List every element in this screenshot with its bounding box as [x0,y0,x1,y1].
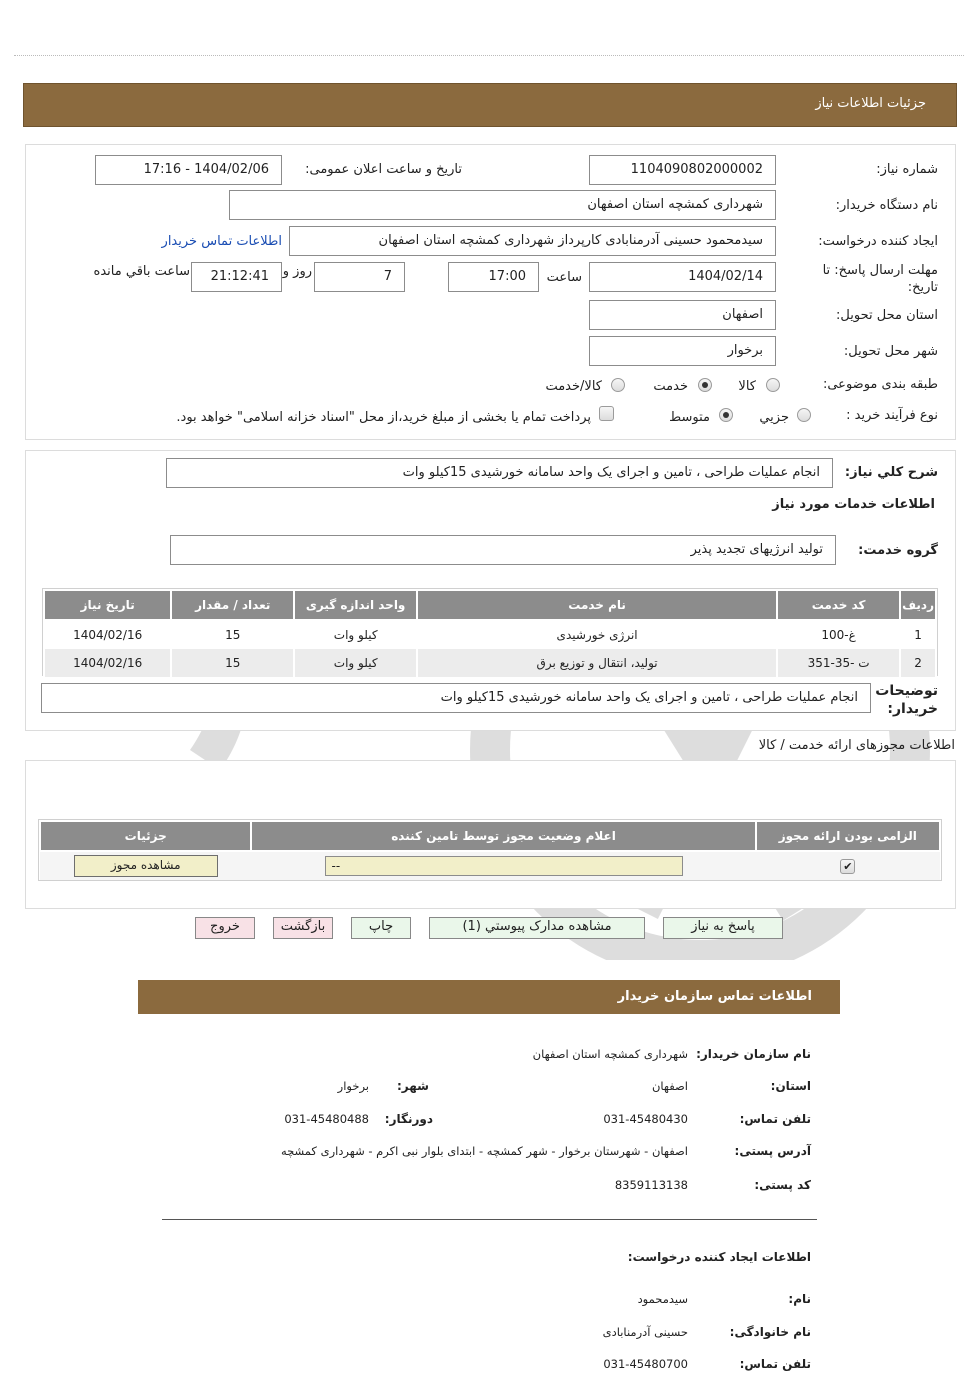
services-title: اطلاعات خدمات مورد نیاز [772,497,935,512]
need-number-field: 1104090802000002 [589,155,776,185]
services-table [43,589,937,677]
category-option-goods: کالا [738,379,756,394]
summary-label: شرح کلي نیاز: [844,465,938,480]
required-checkbox: ✔ [840,859,855,874]
services-table-frame [42,588,938,676]
cell-unit: کیلو وات [294,649,417,677]
cell-status [251,851,755,880]
permit-status-field[interactable]: -- [325,856,683,876]
print-button[interactable]: چاپ [351,917,411,939]
announce-field: 1404/02/06 - 17:16 [95,155,282,185]
postal-label: کد پستی: [754,1178,811,1192]
category-radio-service[interactable] [698,378,712,392]
service-group-label: گروه خدمت: [858,543,938,558]
fax-value: 031-45480488 [284,1112,369,1126]
attachments-button[interactable]: مشاهده مدارک پیوستي (1) [429,917,645,939]
col-qty: تعداد / مقدار [171,590,294,620]
buyer-notes-field: انجام عملیات طراحی ، تامین و اجرای یک واحد سامانه خورشیدی 15کیلو وات [41,683,871,713]
process-radio-medium[interactable] [719,408,733,422]
org-label: نام سازمان خریدار: [696,1047,811,1061]
announce-label: تاریخ و ساعت اعلان عمومی: [305,162,462,177]
days-label: روز و [282,264,312,279]
deadline-time-field: 17:00 [448,262,539,292]
cell-row: 1 [900,620,936,649]
days-field: 7 [314,262,405,292]
requester-field: سیدمحمود حسینی آدرمنابادی کارپرداز شهرداری کمشچه استان اصفهان [289,226,776,256]
permits-table [39,820,941,880]
city-field: برخوار [589,336,776,366]
cell-unit: کیلو وات [294,620,417,649]
permits-table-frame [38,819,942,881]
payment-note: پرداخت تمام یا بخشی از مبلغ خرید،از محل "اسناد خزانه اسلامی" خواهد بود. [176,410,591,425]
creator-phone-value: 031-45480700 [603,1357,688,1371]
org-value: شهرداری کمشچه استان اصفهان [532,1047,688,1061]
need-number-label: شماره نیاز: [876,162,938,177]
category-label: طبقه بندی موضوعی: [822,377,938,392]
cell-qty: 15 [171,649,294,677]
deadline-label: مهلت ارسال پاسخ: تا تاریخ: [822,263,938,295]
page-title: جزئیات اطلاعات نیاز [815,96,926,111]
category-radio-both[interactable] [611,378,625,392]
address-label: آدرس پستی: [734,1144,811,1158]
cell-row: 2 [900,649,936,677]
contact-header [138,980,840,1014]
name-value: سیدمحمود [637,1292,688,1306]
col-details: جزئیات [40,821,251,851]
province-label: استان محل تحویل: [836,308,938,323]
cell-details [40,851,251,880]
postal-value: 8359113138 [614,1178,688,1192]
buyer-contact-link[interactable]: اطلاعات تماس خریدار [161,234,282,249]
cell-name: تولید، انتقال و توزیع برق [417,649,777,677]
cell-date: 1404/02/16 [44,649,171,677]
col-row: ردیف [900,590,936,620]
contact-city-value: برخوار [337,1079,369,1093]
remaining-label: ساعت باقي مانده [93,264,190,279]
deadline-date-field: 1404/02/14 [589,262,776,292]
contact-province-value: اصفهان [651,1079,688,1093]
col-code: کد خدمت [777,590,900,620]
process-radio-minor[interactable] [797,408,811,422]
process-option-minor: جزیي [759,410,789,425]
col-status: اعلام وضعیت مجوز توسط تامین کننده [251,821,755,851]
table-row [44,649,936,677]
category-radio-goods[interactable] [766,378,780,392]
address-value: اصفهان - شهرستان برخوار - شهر کمشچه - ابتدای بلوار نبی اکرم - شهرداری کمشچه [280,1144,688,1158]
service-group-field: تولید انرژیهای تجدید پذیر [170,535,836,565]
buyer-notes-label: توضیحات خریدار: [875,683,938,717]
col-required: الزامی بودن ارائه مجوز [756,821,940,851]
category-option-both: کالا/خدمت [545,379,602,394]
remaining-time-field: 21:12:41 [191,262,282,292]
fax-label: دورنگار: [384,1112,433,1126]
cell-date: 1404/02/16 [44,620,171,649]
contact-city-label: شهر: [397,1079,429,1093]
phone-value: 031-45480430 [603,1112,688,1126]
deadline-time-label: ساعت [546,270,582,285]
page-header [23,83,957,127]
cell-code: غ-100 [777,620,900,649]
top-divider [14,55,964,56]
phone-label: تلفن تماس: [739,1112,811,1126]
col-name: نام خدمت [417,590,777,620]
process-label: نوع فرآیند خرید : [846,408,938,423]
col-date: تاریخ نیاز [44,590,171,620]
city-label: شهر محل تحویل: [843,344,938,359]
summary-field: انجام عملیات طراحی ، تامین و اجرای یک واحد سامانه خورشیدی 15کیلو وات [166,458,833,488]
family-label: نام خانوادگی: [729,1325,811,1339]
exit-button[interactable]: خروج [195,917,255,939]
cell-required [756,851,940,880]
requester-label: ایجاد کننده درخواست: [818,234,938,249]
category-option-service: خدمت [653,379,688,394]
process-option-medium: متوسط [669,410,710,425]
permits-title: اطلاعات مجوزهای ارائه خدمت / کالا [758,738,955,753]
buyer-org-field: شهرداری کمشچه استان اصفهان [229,190,776,220]
name-label: نام: [788,1292,811,1306]
treasury-checkbox[interactable] [599,406,614,421]
contact-divider [162,1219,817,1220]
view-permit-button[interactable]: مشاهده مجوز [74,855,218,877]
table-row [40,851,940,880]
province-field: اصفهان [589,300,776,330]
creator-phone-label: تلفن تماس: [739,1357,811,1371]
contact-title: اطلاعات تماس سازمان خریدار [617,989,812,1004]
cell-qty: 15 [171,620,294,649]
col-unit: واحد اندازه گیری [294,590,417,620]
table-row [44,620,936,649]
contact-province-label: استان: [770,1079,811,1093]
creator-title: اطلاعات ایجاد کننده درخواست: [627,1250,811,1264]
back-button[interactable]: بازگشت [273,917,333,939]
reply-button[interactable]: پاسخ به نیاز [663,917,783,939]
cell-name: انرژی خورشیدی [417,620,777,649]
family-value: حسینی آدرمنابادی [602,1325,688,1339]
buyer-org-label: نام دستگاه خریدار: [835,198,938,213]
cell-code: ت -35-351 [777,649,900,677]
